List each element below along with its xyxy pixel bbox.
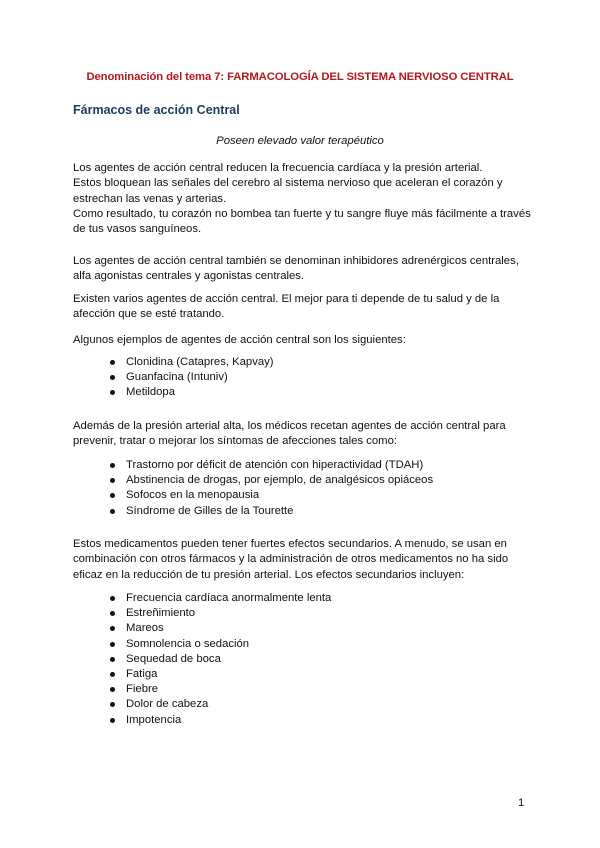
list-item: [108, 697, 331, 712]
list-item-text: Frecuencia cardíaca anormalmente lenta: [126, 592, 332, 604]
synonyms-paragraph: Los agentes de acción central también se denominan inhibidores adrenérgicos centrales, alfa agonistas centrales y agonistas centrales.: [73, 255, 519, 283]
list-item: [108, 488, 433, 503]
bullet-icon: [110, 626, 115, 631]
list-item-text: Sequedad de boca: [126, 652, 221, 665]
list-item: [108, 652, 331, 667]
list-item: [108, 606, 331, 621]
list-item-text: Sofocos en la menopausia: [126, 489, 260, 502]
side-effects-paragraph: Estos medicamentos pueden tener fuertes efectos secundarios. A menudo, se usan en combinación con otros fármacos y la administración de otros medicamentos no ha sido eficaz en la reducción de tu presión arterial. Los efectos secundarios incluyen:: [73, 538, 509, 581]
list-item: [108, 667, 331, 682]
list-item: [108, 591, 331, 606]
list-item-text: Clonidina (Catapres, Kapvay): [126, 356, 274, 368]
list-item: [108, 458, 433, 473]
examples-list: [108, 355, 274, 401]
list-item-text: Estreñimiento: [126, 607, 196, 620]
list-item: [108, 637, 331, 652]
list-item-text: Somnolencia o sedación: [126, 637, 250, 650]
list-item: [108, 504, 433, 519]
list-item: [108, 370, 274, 385]
bullet-icon: [110, 642, 115, 647]
list-item: [108, 713, 331, 728]
bullet-icon: [110, 390, 115, 395]
bullet-icon: [110, 657, 115, 662]
list-item: [108, 621, 331, 636]
bullet-icon: [110, 509, 115, 514]
list-item-text: Fiebre: [126, 683, 159, 696]
list-item-text: Guanfacina (Intuniv): [126, 371, 228, 384]
intro-line-3: Como resultado, tu corazón no bombea tan fuerte y tu sangre fluye más fácilmente a través de tus vasos sanguíneos.: [73, 207, 531, 236]
intro-line-1: Los agentes de acción central reducen la frecuencia cardíaca y la presión arterial.: [73, 162, 483, 174]
list-item: [108, 682, 331, 697]
list-item-text: Impotencia: [126, 713, 182, 726]
conditions-list: [108, 458, 433, 519]
list-item-text: Abstinencia de drogas, por ejemplo, de analgésicos opiáceos: [126, 474, 434, 487]
list-item-text: Metildopa: [126, 386, 175, 399]
intro-paragraph: [73, 161, 533, 237]
intro-line-2: Estos bloquean las señales del cerebro al sistema nervioso que aceleran el corazón y estrechan las venas y arterias.: [73, 177, 503, 205]
list-item-text: Dolor de cabeza: [126, 698, 209, 711]
bullet-icon: [110, 375, 115, 380]
bullet-icon: [110, 687, 115, 692]
page-number: 1: [518, 797, 525, 809]
list-item-text: Fatiga: [126, 668, 158, 681]
list-item-text: Trastorno por déficit de atención con hiperactividad (TDAH): [126, 459, 424, 471]
conditions-paragraph: Además de la presión arterial alta, los médicos recetan agentes de acción central para prevenir, tratar o mejorar los síntomas de afecciones tales como:: [73, 420, 506, 448]
list-item: [108, 473, 433, 488]
bullet-icon: [110, 478, 115, 483]
side-effects-list: [108, 591, 331, 728]
options-paragraph: Existen varios agentes de acción central. El mejor para ti depende de tu salud y de la afección que se esté tratando.: [73, 293, 500, 321]
bullet-icon: [110, 718, 115, 723]
bullet-icon: [110, 360, 115, 365]
bullet-icon: [110, 493, 115, 498]
bullet-icon: [110, 611, 115, 616]
examples-intro: Algunos ejemplos de agentes de acción central son los siguientes:: [73, 334, 406, 346]
bullet-icon: [110, 672, 115, 677]
bullet-icon: [110, 702, 115, 707]
list-item-text: Mareos: [126, 622, 164, 635]
bullet-icon: [110, 463, 115, 468]
document-title: Denominación del tema 7: FARMACOLOGÍA DEL SISTEMA NERVIOSO CENTRAL: [86, 71, 514, 83]
list-item: [108, 355, 274, 370]
subtitle: Poseen elevado valor terapéutico: [216, 135, 384, 147]
list-item: [108, 385, 274, 400]
section-heading: Fármacos de acción Central: [73, 103, 240, 117]
list-item-text: Síndrome de Gilles de la Tourette: [126, 504, 294, 517]
bullet-icon: [110, 596, 115, 601]
